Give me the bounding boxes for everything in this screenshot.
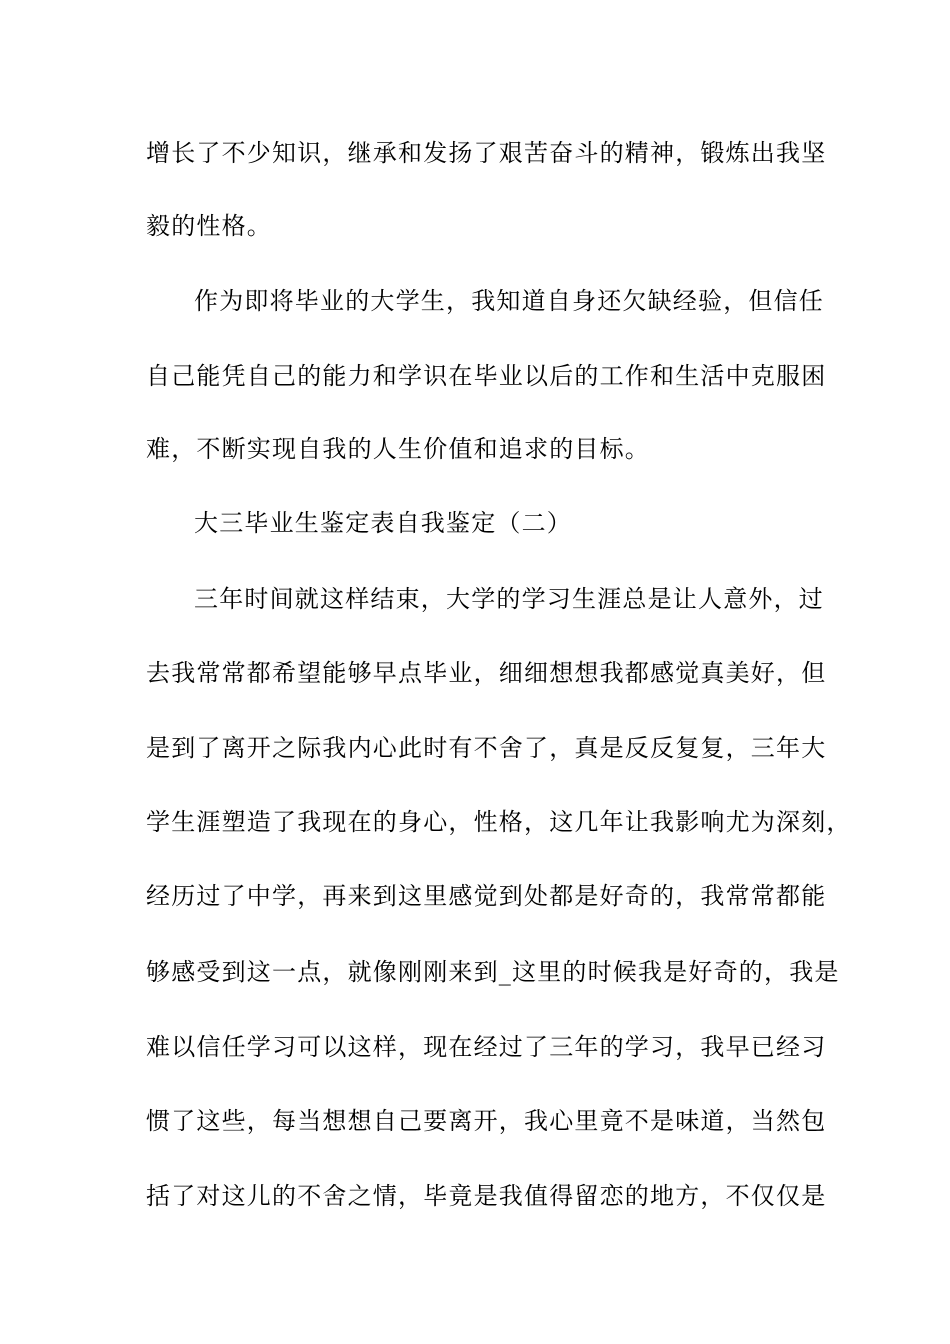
paragraph-line: 毅的性格。 (146, 212, 272, 240)
section-heading: 大三毕业生鉴定表自我鉴定（二） (194, 509, 572, 537)
paragraph-line: 增长了不少知识，继承和发扬了艰苦奋斗的精神，锻炼出我坚 (146, 139, 827, 167)
paragraph-line: 经历过了中学，再来到这里感觉到处都是好奇的，我常常都能 (146, 882, 827, 910)
paragraph-line: 够感受到这一点，就像刚刚来到_这里的时候我是好奇的，我是 (146, 958, 840, 986)
paragraph-line: 作为即将毕业的大学生，我知道自身还欠缺经验，但信任 (194, 287, 824, 315)
paragraph-line: 三年时间就这样结束，大学的学习生涯总是让人意外，过 (194, 585, 824, 613)
paragraph-line: 是到了离开之际我内心此时有不舍了，真是反反复复，三年大 (146, 734, 827, 762)
paragraph-line: 括了对这儿的不舍之情，毕竟是我值得留恋的地方，不仅仅是 (146, 1182, 827, 1210)
paragraph-line: 难，不断实现自我的人生价值和追求的目标。 (146, 435, 650, 463)
paragraph-line: 去我常常都希望能够早点毕业，细细想想我都感觉真美好，但 (146, 659, 827, 687)
paragraph-line: 学生涯塑造了我现在的身心，性格，这几年让我影响尤为深刻， (146, 808, 852, 836)
paragraph-line: 难以信任学习可以这样，现在经过了三年的学习，我早已经习 (146, 1033, 827, 1061)
paragraph-line: 自己能凭自己的能力和学识在毕业以后的工作和生活中克服困 (146, 362, 827, 390)
paragraph-line: 惯了这些，每当想想自己要离开，我心里竟不是味道，当然包 (146, 1107, 827, 1135)
